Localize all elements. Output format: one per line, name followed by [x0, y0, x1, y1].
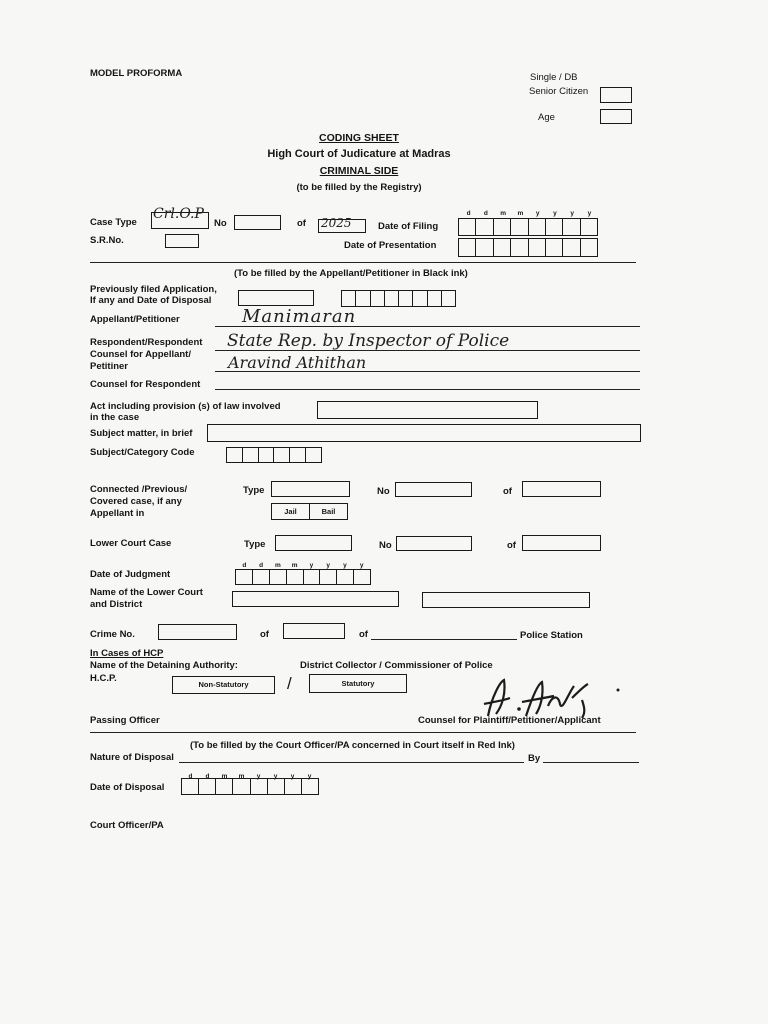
lower-court-name-box[interactable] — [232, 591, 399, 607]
lower-court-of-label: of — [507, 540, 516, 551]
nature-of-disposal-line — [179, 762, 524, 763]
crime-of-label-2: of — [359, 629, 368, 640]
counsel-signature — [478, 676, 626, 720]
filing-date-format: d d m m y y y y — [466, 210, 592, 217]
counsel-appellant-label-2: Petitiner — [90, 361, 129, 372]
black-ink-note: (To be filled by the Appellant/Petitioner in Black ink) — [234, 268, 468, 279]
case-no-label: No — [214, 218, 227, 229]
date-of-filing-label: Date of Filing — [378, 221, 439, 232]
passing-officer-label: Passing Officer — [90, 715, 160, 726]
category-code-label: Subject/Category Code — [90, 447, 195, 458]
crime-of-label: of — [260, 629, 269, 640]
case-no-box[interactable] — [234, 215, 281, 230]
criminal-side-title: CRIMINAL SIDE — [319, 165, 399, 177]
case-type-handwriting: Crl.O.P — [153, 206, 204, 222]
lower-court-type-box[interactable] — [275, 535, 352, 551]
judgment-date-grid[interactable] — [235, 569, 371, 585]
previous-application-label-2: If any and Date of Disposal — [90, 295, 212, 306]
coding-sheet-title: CODING SHEET — [319, 132, 399, 144]
previous-application-label: Previously filed Application, — [90, 284, 217, 295]
connected-label-3: Appellant in — [90, 508, 145, 519]
presentation-date-grid[interactable] — [458, 238, 598, 257]
disposal-date-format: d d m m y y y y — [188, 773, 312, 780]
category-code-grid[interactable] — [226, 447, 322, 463]
srno-label: S.R.No. — [90, 235, 124, 246]
act-label-2: in the case — [90, 412, 140, 423]
registry-note: (to be filled by the Registry) — [296, 182, 422, 193]
connected-no-box[interactable] — [395, 482, 472, 497]
lower-court-no-box[interactable] — [396, 536, 472, 551]
proforma-label: MODEL PROFORMA — [90, 68, 183, 79]
counsel-plaintiff-label: Counsel for Plaintiff/Petitioner/Applicant — [418, 715, 601, 726]
crime-year-box[interactable] — [283, 623, 345, 639]
court-officer-label: Court Officer/PA — [90, 820, 164, 831]
subject-matter-label: Subject matter, in brief — [90, 428, 193, 439]
collector-label: District Collector / Commissioner of Police — [300, 660, 493, 671]
case-type-label: Case Type — [90, 217, 137, 228]
age-label: Age — [538, 112, 555, 123]
srno-box[interactable] — [165, 234, 199, 248]
connected-type-box[interactable] — [271, 481, 350, 497]
appellant-label: Appellant/Petitioner — [90, 314, 180, 325]
date-of-presentation-label: Date of Presentation — [344, 240, 437, 251]
senior-citizen-box[interactable] — [600, 87, 632, 103]
crime-no-box[interactable] — [158, 624, 237, 640]
age-box[interactable] — [600, 109, 632, 124]
connected-no-label: No — [377, 486, 390, 497]
hcp-label: H.C.P. — [90, 673, 117, 684]
lower-court-name-label: Name of the Lower Court — [90, 587, 203, 598]
lower-court-no-label: No — [379, 540, 392, 551]
jail-option[interactable]: Jail — [272, 504, 310, 519]
senior-citizen-label: Senior Citizen — [529, 86, 589, 97]
respondent-label: Respondent/Respondent — [90, 337, 203, 348]
counsel-appellant-label: Counsel for Appellant/ — [90, 349, 191, 360]
connected-of-box[interactable] — [522, 481, 601, 497]
judgment-date-format: d d m m y y y y — [242, 562, 364, 569]
jail-bail-box[interactable] — [271, 503, 348, 520]
section-divider — [90, 262, 636, 263]
counsel-appellant-handwriting: Aravind Athithan — [228, 353, 367, 372]
subject-matter-box[interactable] — [207, 424, 641, 442]
counsel-respondent-label: Counsel for Respondent — [90, 379, 201, 390]
disposal-date-grid[interactable] — [341, 290, 456, 307]
act-label: Act including provision (s) of law involved — [90, 401, 281, 412]
lower-court-district-box[interactable] — [422, 592, 590, 608]
footer-divider — [90, 732, 636, 733]
single-db-label: Single / DB — [530, 72, 578, 83]
date-of-judgment-label: Date of Judgment — [90, 569, 171, 580]
lower-court-label: Lower Court Case — [90, 538, 172, 549]
connected-label-2: Covered case, if any — [90, 496, 182, 507]
nature-of-disposal-label: Nature of Disposal — [90, 752, 174, 763]
hcp-slash: / — [287, 674, 292, 693]
counsel-respondent-line — [215, 389, 640, 390]
crime-no-label: Crime No. — [90, 629, 135, 640]
connected-type-label: Type — [243, 485, 265, 496]
non-statutory-box[interactable]: Non-Statutory — [172, 676, 275, 694]
lower-court-of-box[interactable] — [522, 535, 601, 551]
case-of-label: of — [297, 218, 306, 229]
statutory-box[interactable]: Statutory — [309, 674, 407, 693]
date-of-disposal-label: Date of Disposal — [90, 782, 165, 793]
police-station-label: Police Station — [520, 630, 583, 641]
by-line — [543, 762, 639, 763]
disposal-date-grid-footer[interactable] — [181, 778, 319, 795]
hcp-title: In Cases of HCP — [90, 648, 164, 659]
filing-date-grid[interactable] — [458, 218, 598, 236]
connected-of-label: of — [503, 486, 512, 497]
case-year-handwriting: 2025 — [321, 216, 352, 230]
appellant-handwriting: Manimaran — [242, 306, 357, 327]
respondent-handwriting: State Rep. by Inspector of Police — [227, 331, 510, 351]
red-ink-note: (To be filled by the Court Officer/PA concerned in Court itself in Red Ink) — [190, 740, 515, 751]
lower-court-type-label: Type — [244, 539, 266, 550]
act-box[interactable] — [317, 401, 538, 419]
lower-court-name-label-2: and District — [90, 599, 143, 610]
court-name: High Court of Judicature at Madras — [267, 148, 451, 160]
police-station-line — [371, 639, 517, 640]
previous-application-box[interactable] — [238, 290, 314, 306]
detaining-authority-label: Name of the Detaining Authority: — [90, 660, 238, 671]
by-label: By — [528, 753, 541, 764]
connected-label: Connected /Previous/ — [90, 484, 188, 495]
bail-option[interactable]: Bail — [321, 507, 336, 516]
